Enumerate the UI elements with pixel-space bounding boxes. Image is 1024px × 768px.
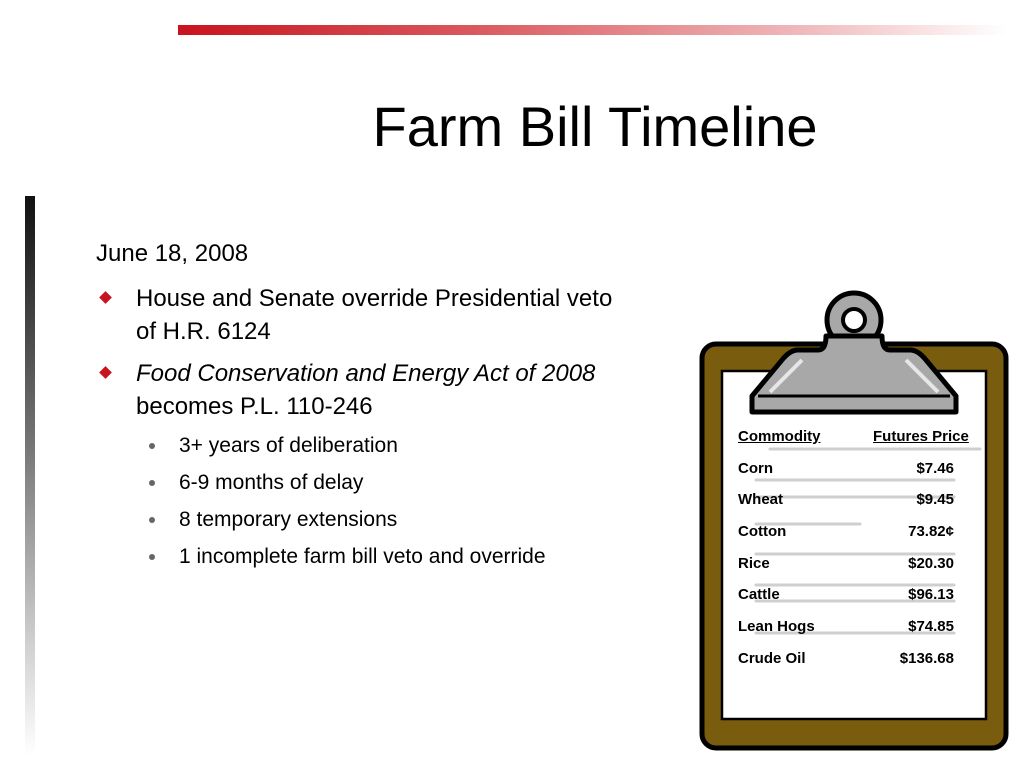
commodity-cell: Corn bbox=[738, 459, 773, 477]
bullet-text: House and Senate override Presidential veto of H.R. 6124 bbox=[136, 285, 613, 345]
bullet-item bbox=[96, 282, 616, 348]
diamond-bullet-icon bbox=[99, 366, 112, 379]
sub-bullet-text: 3+ years of deliberation bbox=[179, 434, 398, 457]
table-row bbox=[738, 586, 988, 618]
diamond-bullet-icon bbox=[99, 291, 112, 304]
left-accent-bar bbox=[25, 196, 35, 756]
date-heading: June 18, 2008 bbox=[96, 240, 249, 267]
top-accent-bar bbox=[178, 25, 1008, 35]
bullet-item bbox=[96, 357, 616, 423]
sub-bullet-item bbox=[96, 467, 616, 498]
sub-bullet-item bbox=[96, 430, 616, 461]
table-row bbox=[738, 523, 988, 555]
table-row bbox=[738, 460, 988, 492]
sub-bullet-text: 6-9 months of delay bbox=[179, 471, 364, 494]
futures-price-table bbox=[738, 428, 988, 682]
commodity-cell: Lean Hogs bbox=[738, 618, 815, 636]
commodity-cell: Cotton bbox=[738, 523, 787, 541]
sub-bullet-text: 8 temporary extensions bbox=[179, 508, 398, 531]
sub-bullet-item bbox=[96, 504, 616, 535]
sub-bullet-item bbox=[96, 541, 616, 572]
price-cell: $136.68 bbox=[899, 649, 954, 667]
dot-bullet-icon bbox=[149, 517, 155, 523]
act-name: Food Conservation and Energy Act of 2008 bbox=[136, 360, 596, 387]
bullet-text: becomes P.L. 110-246 bbox=[136, 393, 373, 420]
bullet-list bbox=[96, 282, 616, 578]
commodity-cell: Rice bbox=[738, 554, 770, 572]
price-cell: $7.46 bbox=[916, 459, 954, 477]
slide-title: Farm Bill Timeline bbox=[372, 95, 818, 158]
table-row bbox=[738, 555, 988, 587]
column-header: Commodity bbox=[738, 428, 821, 445]
dot-bullet-icon bbox=[149, 443, 155, 449]
table-row bbox=[738, 650, 988, 682]
table-header-row bbox=[738, 428, 988, 460]
sub-bullet-text: 1 incomplete farm bill veto and override bbox=[179, 545, 546, 568]
dot-bullet-icon bbox=[149, 554, 155, 560]
dot-bullet-icon bbox=[149, 480, 155, 486]
price-cell: $96.13 bbox=[908, 586, 954, 604]
commodity-cell: Wheat bbox=[738, 491, 783, 509]
price-cell: $20.30 bbox=[908, 554, 954, 572]
price-cell: $9.45 bbox=[916, 491, 954, 509]
commodity-cell: Cattle bbox=[738, 586, 780, 604]
table-row bbox=[738, 618, 988, 650]
sub-bullet-list bbox=[96, 430, 616, 572]
price-cell: $74.85 bbox=[908, 618, 954, 636]
column-header: Futures Price bbox=[873, 428, 969, 445]
price-cell: 73.82¢ bbox=[908, 523, 954, 541]
table-row bbox=[738, 491, 988, 523]
commodity-cell: Crude Oil bbox=[738, 649, 806, 667]
